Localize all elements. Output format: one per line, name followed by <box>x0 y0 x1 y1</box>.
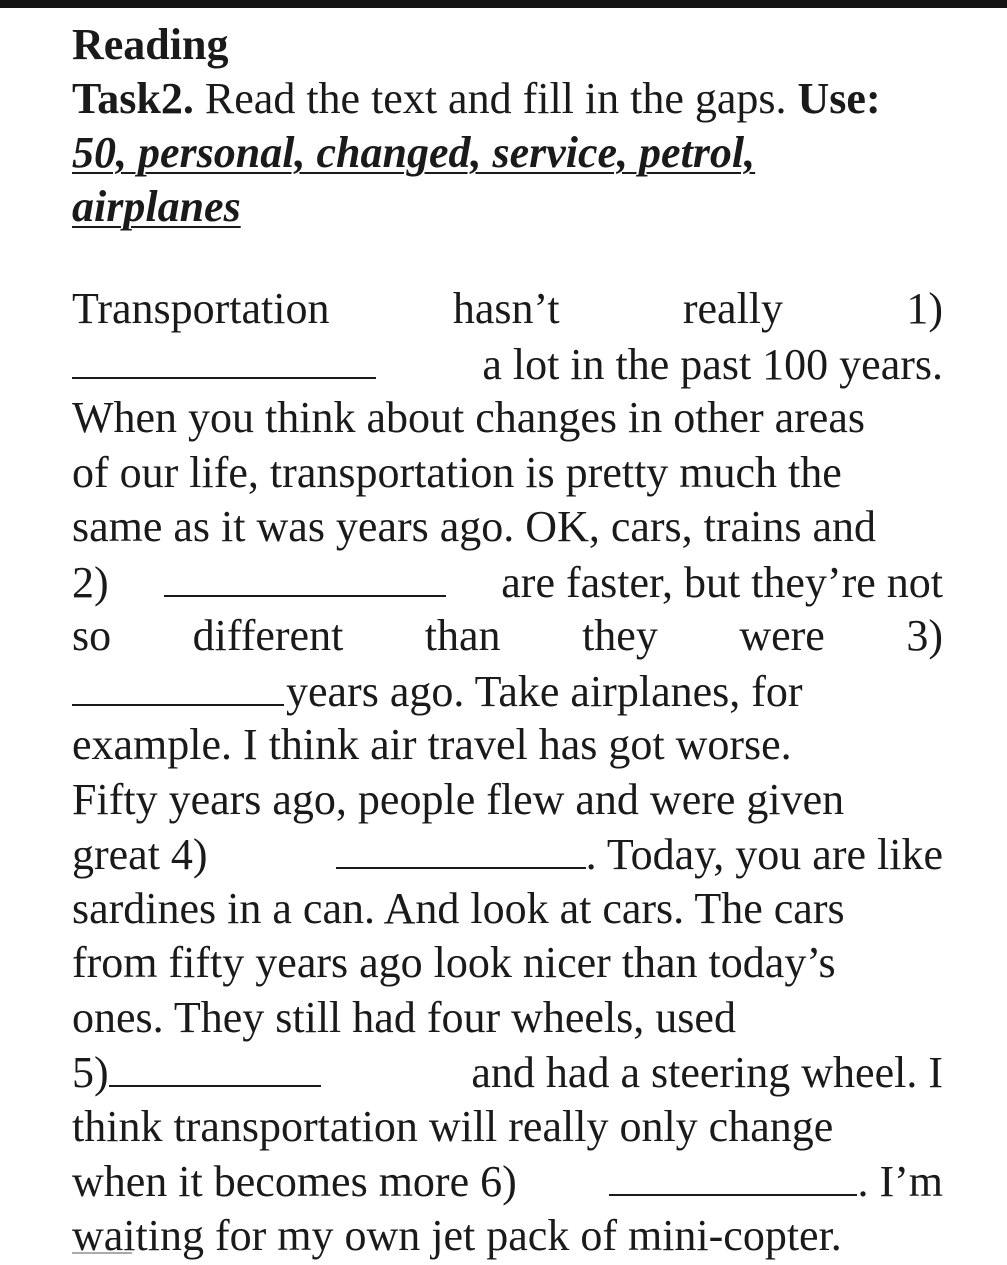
word: different <box>192 611 344 660</box>
cut-off-text-fragment <box>72 1252 132 1260</box>
passage-line <box>72 391 943 446</box>
line-text: waiting for my own jet pack of mini-copter. <box>72 1210 842 1260</box>
line-text: example. I think air travel has got worse. <box>72 720 792 769</box>
worksheet <box>72 18 943 1263</box>
top-border <box>0 0 1007 8</box>
line-text: . I’m <box>857 1157 943 1206</box>
gap-number-5: 5) <box>72 1048 109 1097</box>
line-text: and had a steering wheel. I <box>471 1048 943 1097</box>
word-bank-line-2: airplanes <box>72 182 241 231</box>
passage-line <box>72 718 943 773</box>
passage-line <box>72 882 943 937</box>
section-title: Reading <box>72 20 229 69</box>
passage-line <box>72 664 943 719</box>
gap-1-blank[interactable] <box>72 337 376 379</box>
line-text: Fifty years ago, people flew and were given <box>72 774 845 824</box>
word: hasn’t <box>452 284 560 333</box>
line-text: ones. They still had four wheels, used <box>72 992 736 1042</box>
gap-number-4: great 4) <box>72 830 208 879</box>
word: than <box>424 611 501 660</box>
task-label: Task2. <box>72 74 194 123</box>
passage-line <box>72 991 943 1046</box>
gap-number-3: 3) <box>906 611 943 660</box>
passage-line <box>72 555 943 610</box>
use-label: Use: <box>797 74 881 123</box>
line-text: sardines in a can. And look at cars. The cars <box>72 883 845 933</box>
passage-line <box>72 1045 943 1100</box>
gap-4-blank[interactable] <box>336 827 586 869</box>
line-text: are faster, but they’re not <box>501 557 943 607</box>
line-text: from fifty years ago look nicer than today’s <box>72 938 836 987</box>
word-bank-line-1: 50, personal, changed, service, petrol, <box>72 128 756 177</box>
line-text: of our life, transportation is pretty much the <box>72 447 842 497</box>
passage-line <box>72 609 943 664</box>
passage-line <box>72 773 943 828</box>
word: Transportation <box>72 284 330 333</box>
line-text: think transportation will really only change <box>72 1101 834 1151</box>
passage-line <box>72 500 943 555</box>
line-text: years ago. Take airplanes, for <box>286 666 803 716</box>
gap-number-1: 1) <box>906 284 943 333</box>
line-text: When you think about changes in other areas <box>72 393 865 442</box>
passage-line <box>72 1209 943 1264</box>
passage-line <box>72 446 943 501</box>
word: so <box>72 611 112 660</box>
gap-number-2: 2) <box>72 557 109 607</box>
task-instruction <box>72 72 943 126</box>
line-text: same as it was years ago. OK, cars, trains and <box>72 502 876 551</box>
passage-line <box>72 282 943 337</box>
gap-2-blank[interactable] <box>164 555 446 597</box>
gap-3-blank[interactable] <box>72 664 284 706</box>
line-text: when it becomes more 6) <box>72 1157 517 1206</box>
passage-line <box>72 827 943 882</box>
passage-line <box>72 337 943 392</box>
passage-line <box>72 936 943 991</box>
gap-6-blank[interactable] <box>609 1154 857 1196</box>
word: they <box>582 611 658 660</box>
line-text: a lot in the past 100 years. <box>482 339 943 389</box>
reading-passage <box>72 282 943 1263</box>
word: were <box>739 611 825 660</box>
passage-line <box>72 1100 943 1155</box>
line-text: . Today, you are like <box>585 830 943 879</box>
task-text: Read the text and fill in the gaps. <box>193 74 798 123</box>
passage-line <box>72 1154 943 1209</box>
word: really <box>682 284 784 333</box>
gap-5-blank[interactable] <box>109 1045 321 1087</box>
